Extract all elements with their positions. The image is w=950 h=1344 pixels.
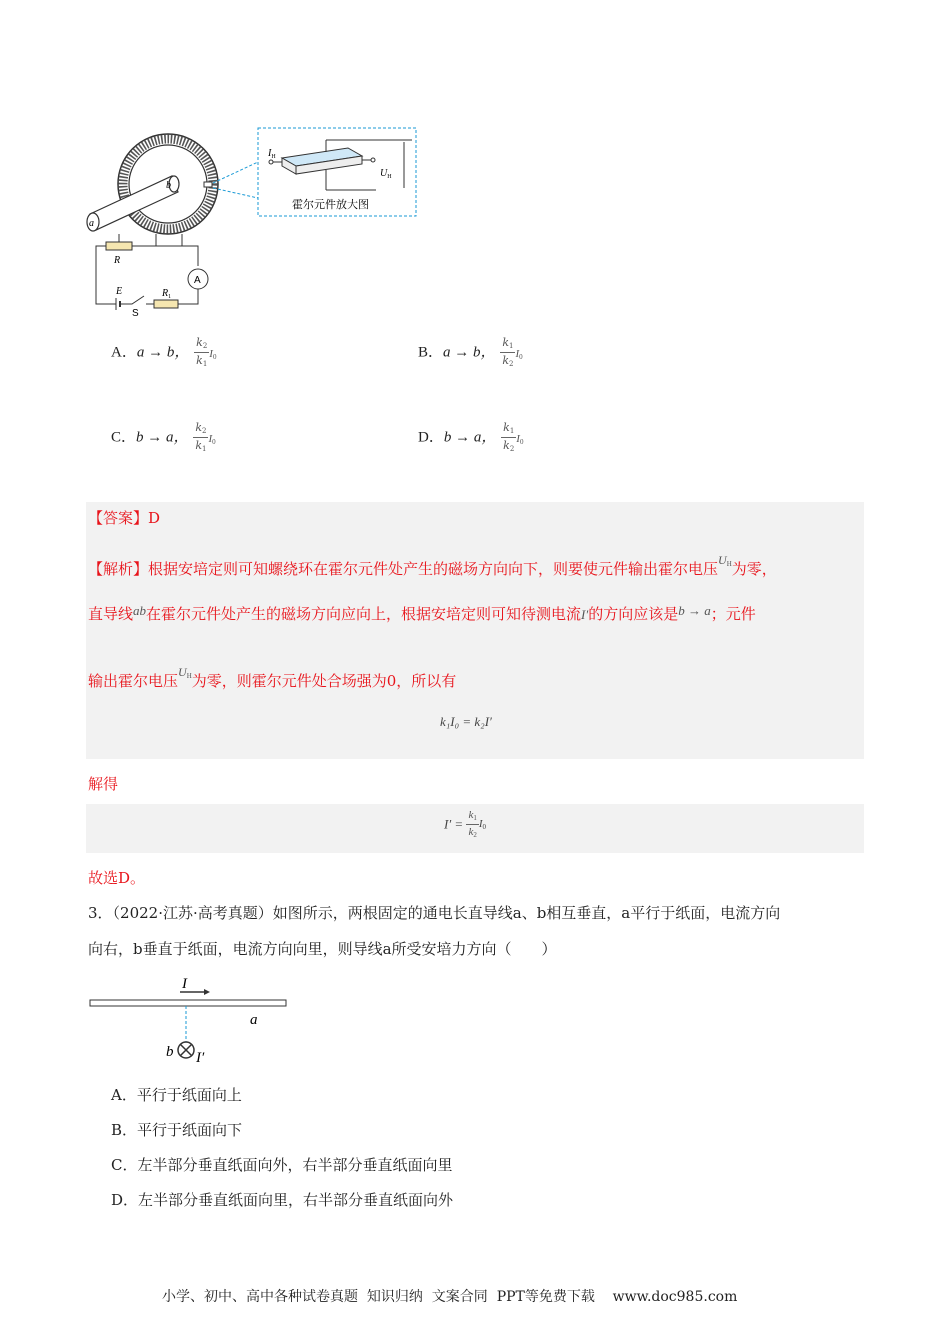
inset-leader-top <box>213 162 258 183</box>
question3-line1: 3．（2022·江苏·高考真题）如图所示，两根固定的通电长直导线a、b相互垂直，a平行于纸面，电流方向 <box>88 904 781 922</box>
inset-leader-bottom <box>213 188 258 198</box>
option-A: A．a → b， $\frac{k_2}{k_1}$ $I_0$ <box>111 336 217 368</box>
footer-text: 小学、初中、高中各种试卷真题 知识归纳 文案合同 PPT等免费下载 www.doc985.com <box>162 1289 738 1305</box>
label-S: S <box>132 308 139 318</box>
option-C: C．b → a， $\frac{k_2}{k_1}$ $I_0$ <box>111 421 216 453</box>
label-I: I <box>182 976 187 992</box>
label-Iprime: I′ <box>196 1050 205 1066</box>
toroid-hall-circuit-figure <box>86 126 422 318</box>
analysis-line-2: 直导线ab在霍尔元件处产生的磁场方向应向上，根据安培定则可知待测电流I′的方向应该是b → a；元件 <box>88 603 756 623</box>
label-A: A <box>194 275 201 286</box>
inset-caption: 霍尔元件放大图 <box>292 198 369 211</box>
label-IH: $I_H$ <box>268 148 276 160</box>
option-C-fraction: $\frac{k_2}{k_1}$ <box>195 421 207 453</box>
label-R: R <box>114 255 121 266</box>
wire-a <box>90 1000 286 1006</box>
question3-option-D: D．左半部分垂直纸面向里，右半部分垂直纸面向外 <box>111 1191 454 1209</box>
analysis-line-3: 输出霍尔电压$^{U_H}$为零，则霍尔元件处合场强为0，所以有 <box>88 665 457 690</box>
label-wire-a: a <box>250 1012 258 1028</box>
hall-element-marker <box>204 182 212 187</box>
question3-option-A: A．平行于纸面向上 <box>111 1086 242 1104</box>
label-R1: $R_1$ <box>162 288 172 300</box>
analysis-line-1: 【解析】根据安培定则可知螺绕环在霍尔元件处产生的磁场方向向下，则要使元件输出霍尔电压$^{U_H}$为零， <box>88 553 777 578</box>
option-D-fraction: $\frac{k_1}{k_2}$ <box>503 421 515 453</box>
question3-option-B: B．平行于纸面向下 <box>111 1121 243 1139</box>
option-A-fraction: $\frac{k_2}{k_1}$ <box>196 336 208 368</box>
label-wire-b: b <box>166 1044 174 1060</box>
equation-1: k₁I₀ = k₂I′ <box>440 714 492 729</box>
equation-2: I′ = $\frac{k_1}{k_2}$ $I_0$ <box>444 809 487 839</box>
option-D: D．b → a， $\frac{k_1}{k_2}$ $I_0$ <box>418 421 524 453</box>
label-b: b <box>166 180 171 191</box>
label-a: a <box>89 218 94 229</box>
resistor-R1 <box>154 300 178 308</box>
rheostat-R <box>106 242 132 250</box>
solve-label: 解得 <box>88 775 119 793</box>
option-B: B．a → b， $\frac{k_1}{k_2}$ $I_0$ <box>418 336 523 368</box>
conclusion: 故选D。 <box>88 869 146 887</box>
label-E: E <box>116 286 123 297</box>
question3-option-C: C．左半部分垂直纸面向外，右半部分垂直纸面向里 <box>111 1156 453 1174</box>
option-B-fraction: $\frac{k_1}{k_2}$ <box>502 336 514 368</box>
question3-line2: 向右，b垂直于纸面，电流方向向里，则导线a所受安培力方向（ ） <box>88 940 557 958</box>
label-UH: $U_H$ <box>380 168 392 180</box>
parallel-wires-figure <box>88 974 292 1066</box>
answer-label: 【答案】D <box>88 509 161 527</box>
